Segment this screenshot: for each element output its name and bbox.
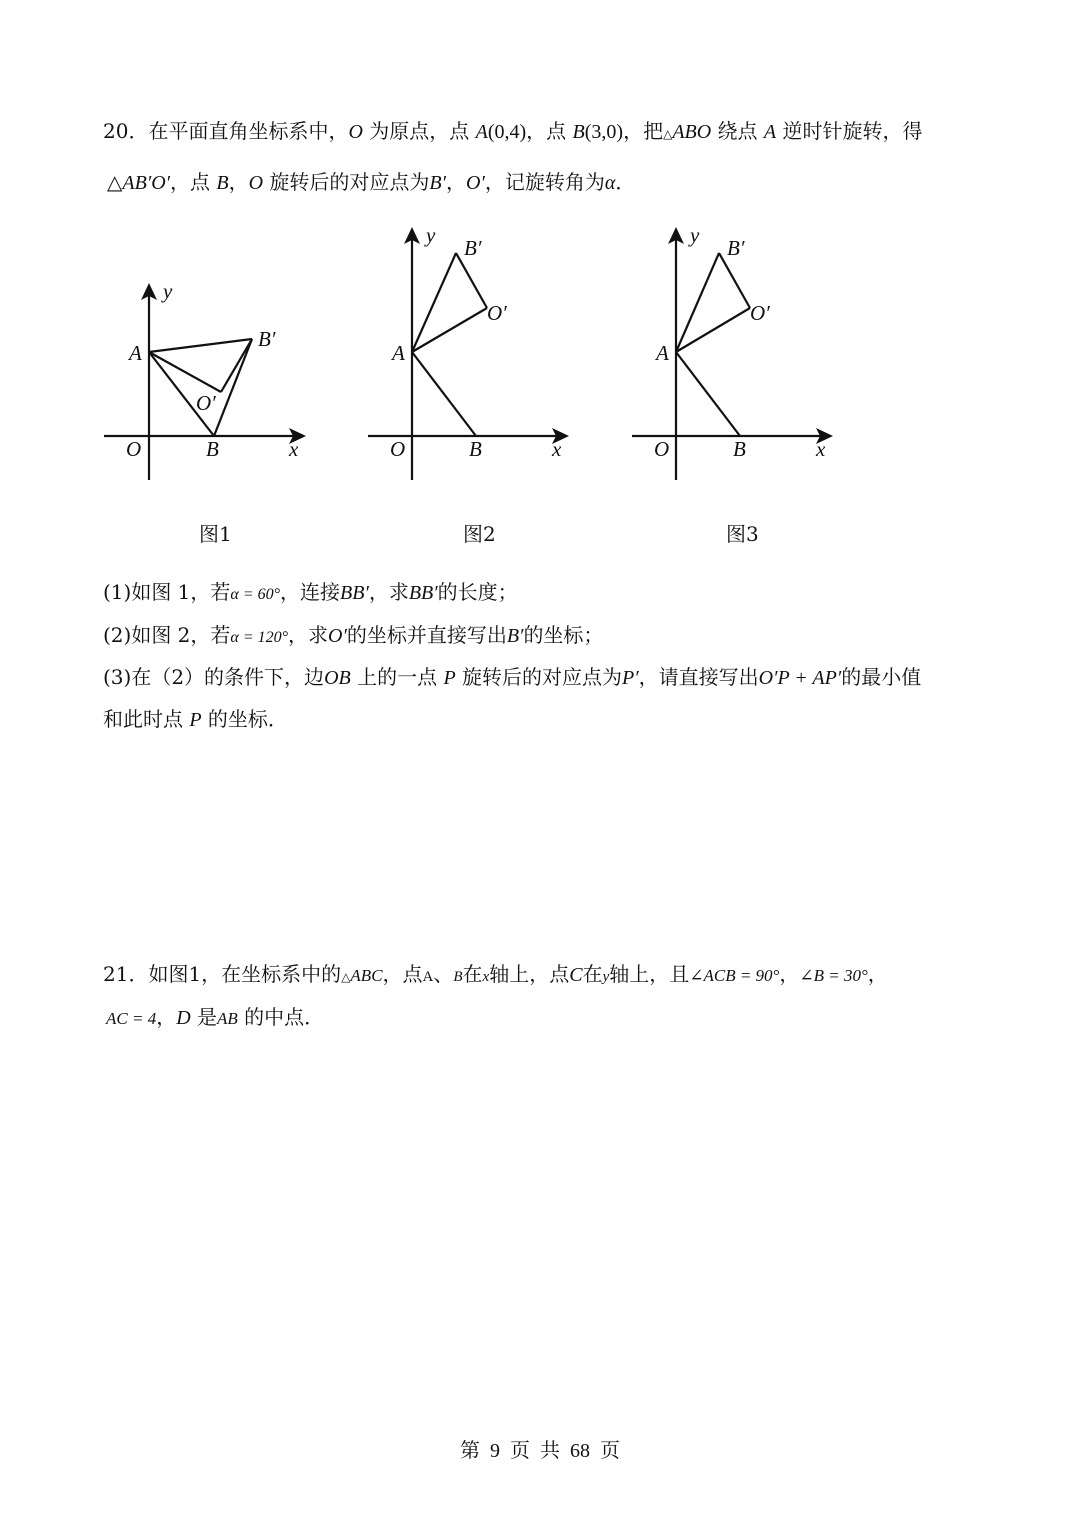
fig1-label-O: O: [126, 437, 142, 461]
fig3-label-x: x: [816, 437, 826, 461]
fig3-label-B: B: [733, 437, 746, 461]
fig3-label-y: y: [690, 223, 700, 247]
q21-number: 21．: [103, 962, 149, 986]
q20-part3-line1: (3)在（2）的条件下，边OB 上的一点 P 旋转后的对应点为P′，请直接写出O′P + AP′的最小值: [103, 665, 922, 689]
fig1-label-B: B: [206, 437, 219, 461]
fig3-label-O: O: [654, 437, 670, 461]
fig3-label-A: A: [656, 341, 669, 365]
q21-line2: AC = 4，D 是AB 的中点．: [106, 1005, 325, 1029]
fig2-label-x: x: [552, 437, 562, 461]
page-footer: 第 9 页 共 68 页: [460, 1438, 620, 1462]
fig1-label-Op: O′: [196, 391, 216, 415]
fig1-label-x: x: [289, 437, 299, 461]
fig2-label-O: O: [390, 437, 406, 461]
figure-3-caption: 图3: [726, 522, 759, 546]
q20-line2: △AB′O′，点 B，O 旋转后的对应点为B′，O′，记旋转角为α．: [107, 170, 636, 194]
fig2-label-A: A: [392, 341, 405, 365]
q20-line1: 20．在平面直角坐标系中，O 为原点，点 A(0,4)，点 B(3,0)，把△ABO 绕点 A 逆时针旋转，得: [103, 119, 923, 143]
fig3-label-Op: O′: [750, 301, 770, 325]
fig1-label-Bp: B′: [258, 327, 276, 351]
q20-part3-line2: 和此时点 P 的坐标．: [103, 707, 288, 731]
q21-line1: 21．如图1，在坐标系中的△ABC，点A、B在x轴上，点C在y轴上，且∠ACB = 90°，∠B = 30°，: [103, 962, 888, 986]
fig1-label-y: y: [163, 279, 173, 303]
q20-number: 20．: [103, 119, 149, 143]
fig2-label-Bp: B′: [464, 236, 482, 260]
fig2-label-Op: O′: [487, 301, 507, 325]
figure-1-caption: 图1: [199, 522, 232, 546]
current-page-number: 9: [490, 1440, 500, 1462]
fig3-label-Bp: B′: [727, 236, 745, 260]
fig2-label-y: y: [426, 223, 436, 247]
figure-2-caption: 图2: [463, 522, 496, 546]
fig2-label-B: B: [469, 437, 482, 461]
total-pages: 68: [570, 1440, 590, 1462]
figure-1-drawing: [0, 0, 1080, 520]
q20-part2: (2)如图 2，若α = 120°，求O′的坐标并直接写出B′的坐标；: [103, 623, 604, 647]
q20-part1: (1)如图 1，若α = 60°，连接BB′，求BB′的长度；: [103, 580, 518, 604]
fig1-label-A: A: [129, 341, 142, 365]
